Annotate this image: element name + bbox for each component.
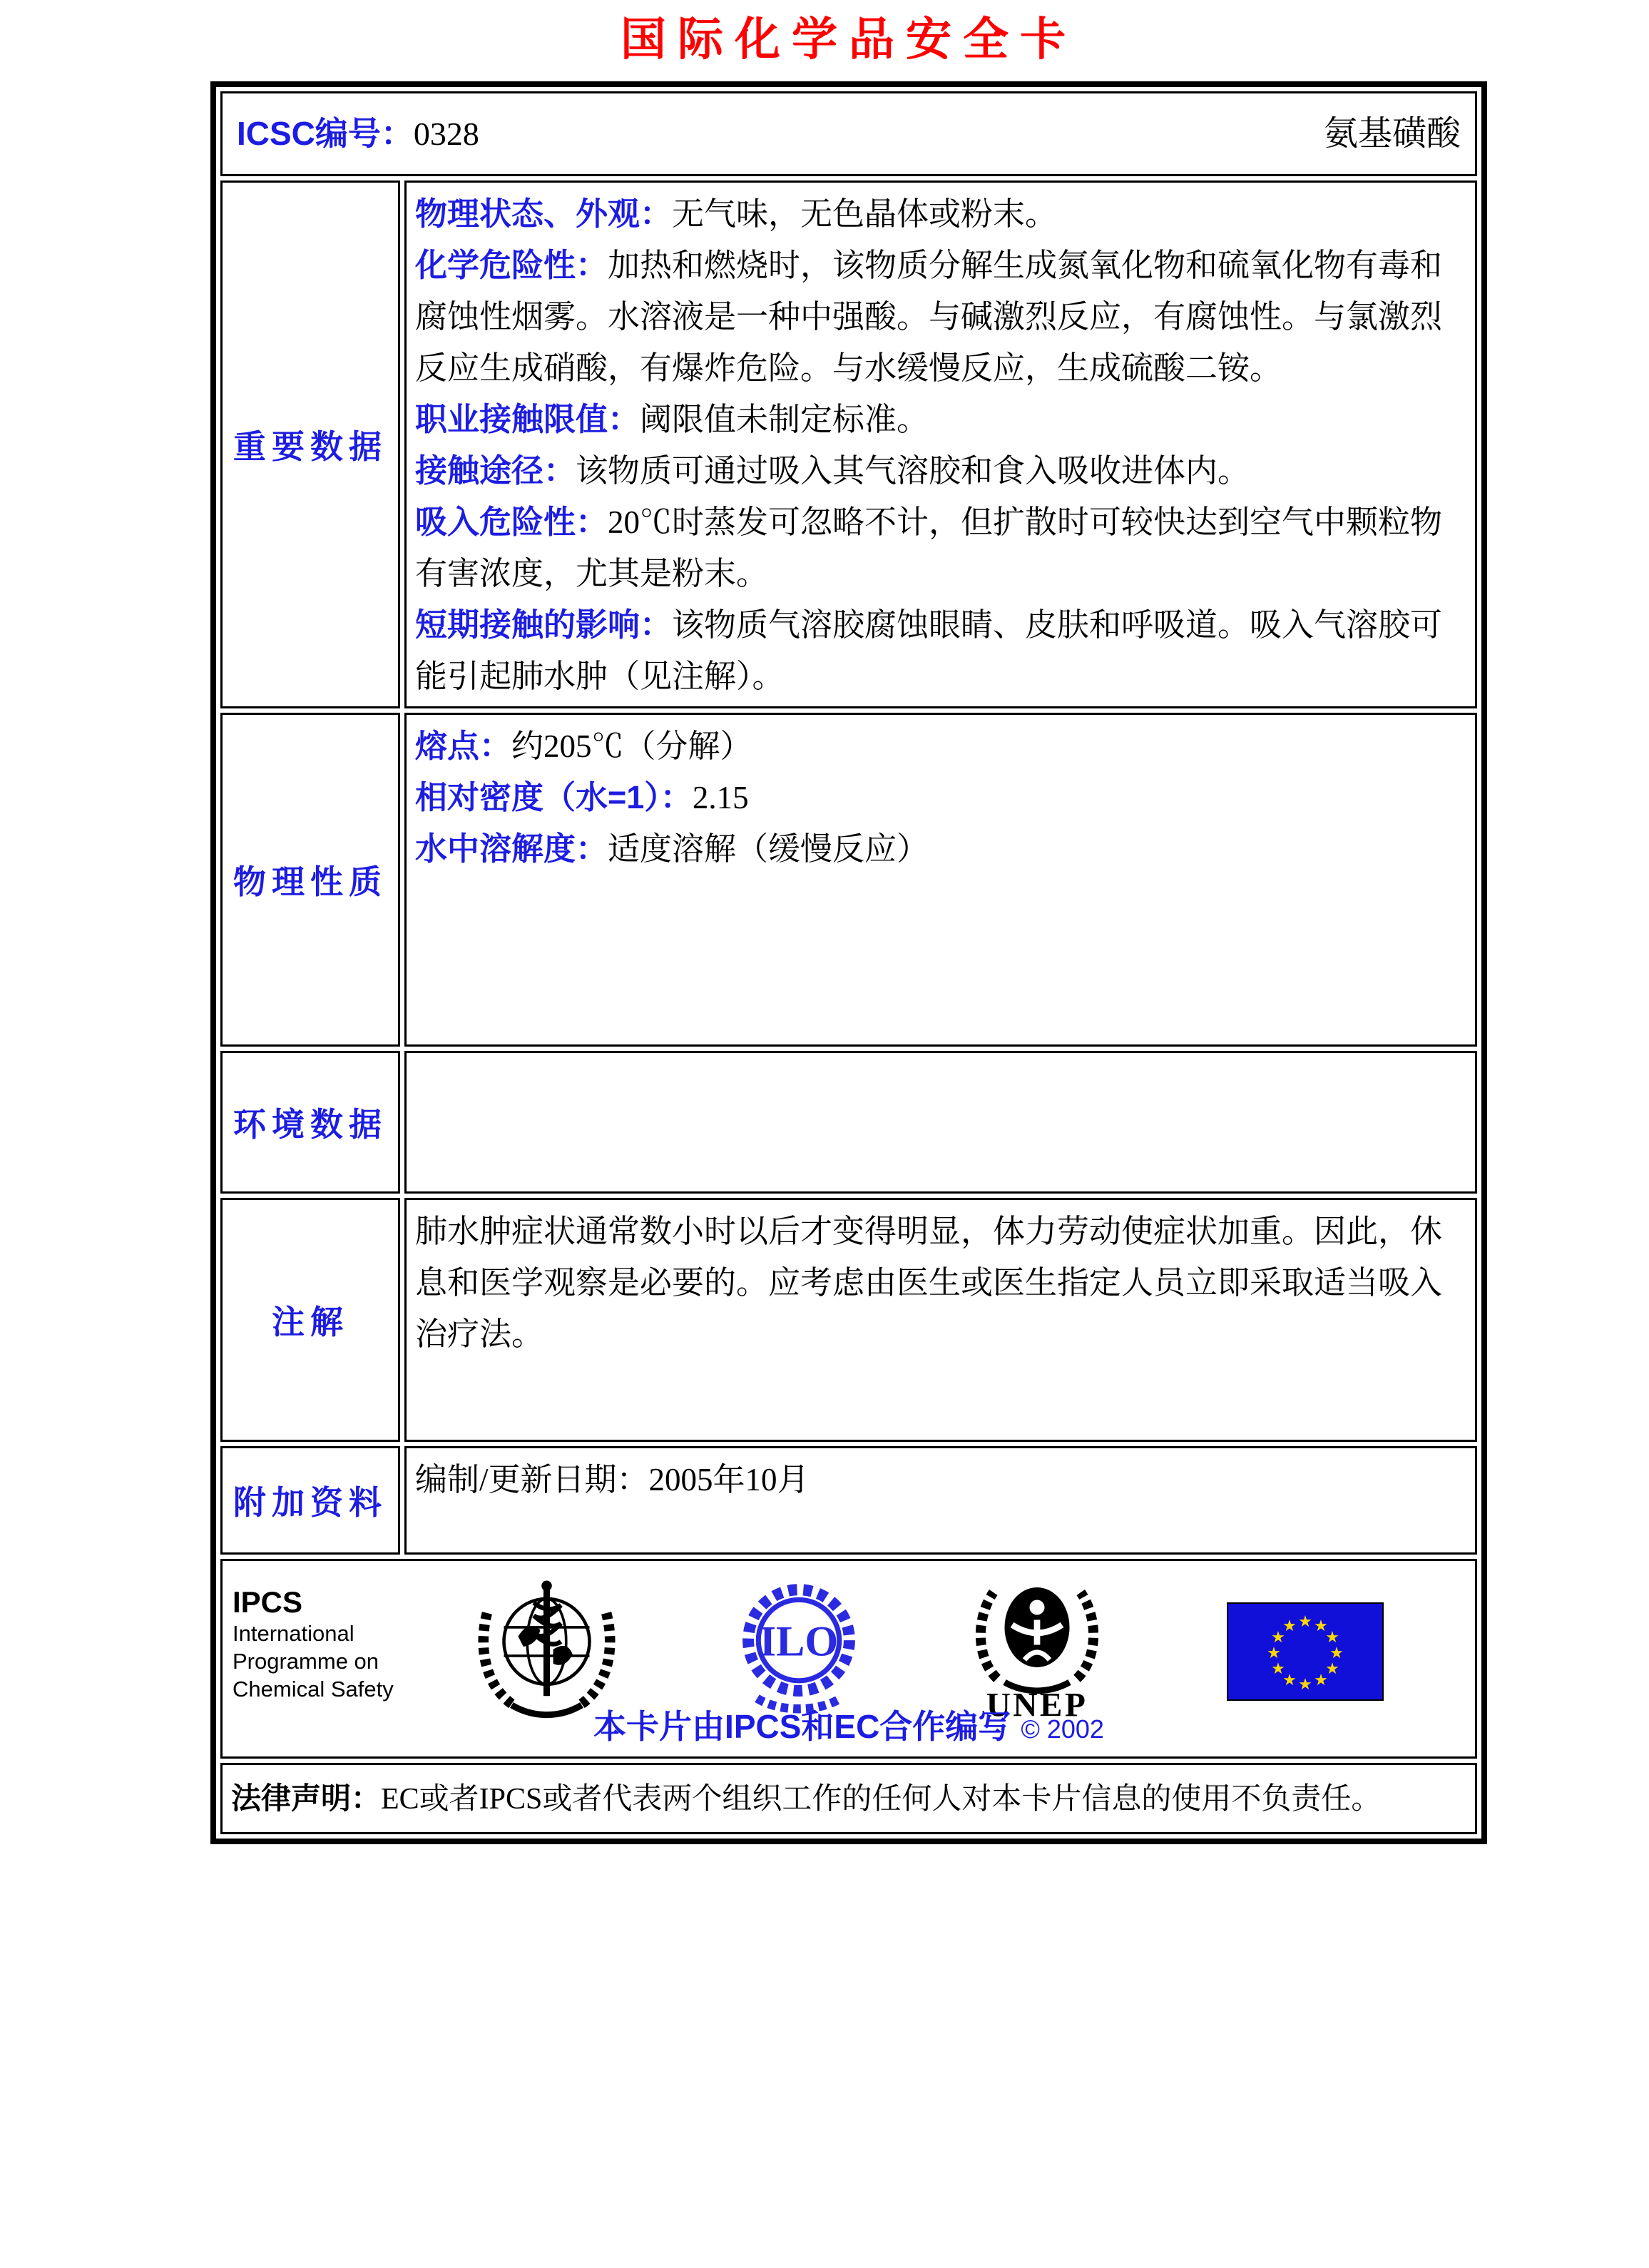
svg-text:★: ★	[1314, 1617, 1328, 1635]
item-label: 化学危险性：	[415, 247, 608, 283]
chemical-name: 氨基磺酸	[1323, 115, 1461, 153]
table-row	[220, 1198, 1477, 1442]
table-row	[220, 1763, 1477, 1834]
ipcs-text-block	[233, 1585, 394, 1703]
svg-text:★: ★	[1282, 1672, 1297, 1689]
section-content-physical	[404, 713, 1477, 1047]
svg-text:★: ★	[1298, 1676, 1312, 1694]
svg-text:★: ★	[1298, 1613, 1312, 1631]
svg-text:★: ★	[1271, 1629, 1285, 1647]
ipcs-line: International	[233, 1621, 354, 1646]
item-label: 吸入危险性：	[415, 504, 608, 540]
legal-label: 法律声明：	[231, 1781, 382, 1815]
important-item	[415, 240, 1465, 394]
item-label: 相对密度（水=1）：	[415, 779, 693, 815]
table-row	[220, 1051, 1477, 1194]
svg-text:★: ★	[1325, 1660, 1339, 1678]
table-row	[220, 180, 1477, 708]
item-text: 约205℃（分解）	[511, 728, 752, 764]
ipcs-line: Programme on	[233, 1649, 379, 1674]
important-item	[415, 188, 1465, 240]
svg-text:★: ★	[1314, 1672, 1328, 1689]
physical-item	[415, 772, 1465, 823]
svg-text:★: ★	[1267, 1644, 1281, 1662]
item-label: 短期接触的影响：	[415, 606, 673, 643]
svg-text:★: ★	[1325, 1629, 1339, 1647]
item-text: 阈限值未制定标准。	[640, 402, 929, 437]
item-text: 2.15	[692, 780, 749, 815]
section-content-notes	[404, 1198, 1477, 1442]
section-label-additional: 附加资料	[220, 1446, 400, 1555]
svg-text:★: ★	[1282, 1617, 1297, 1635]
unep-logo-text: UNEP	[986, 1687, 1088, 1722]
icsc-number-value: 0328	[413, 116, 479, 152]
header-row-cell	[220, 91, 1477, 176]
item-text: 20℃时蒸发可忽略不计，但扩散时可较快达到空气中颗粒物有害浓度，尤其是粉末。	[415, 504, 1443, 591]
item-label: 职业接触限值：	[415, 401, 640, 437]
caption-text: 本卡片由IPCS和EC合作编写	[593, 1708, 1011, 1745]
item-label: 水中溶解度：	[415, 830, 608, 867]
page-title: 国际化学品安全卡	[621, 14, 1077, 65]
svg-text:★: ★	[1271, 1660, 1285, 1678]
ilo-logo-text: ILO	[759, 1617, 839, 1666]
item-label: 熔点：	[415, 728, 512, 764]
icsc-card	[210, 81, 1487, 1844]
update-date-value: 2005年10月	[648, 1462, 810, 1497]
notes-text: 肺水肿症状通常数小时以后才变得明显，体力劳动使症状加重。因此，休息和医学观察是必要的。应考虑由医生或医生指定人员立即采取适当吸入治疗法。	[415, 1214, 1443, 1352]
important-item	[415, 394, 1465, 445]
important-item	[415, 599, 1465, 702]
icsc-table	[216, 87, 1481, 1839]
item-text: 加热和燃烧时，该物质分解生成氮氧化物和硫氧化物有毒和腐蚀性烟雾。水溶液是一种中强酸。与碱激烈反应，有腐蚀性。与氯激烈反应生成硝酸，有爆炸危险。与水缓慢反应，生成硫酸二铵。	[415, 248, 1443, 386]
section-content-additional	[404, 1446, 1477, 1555]
item-text: 该物质气溶胶腐蚀眼睛、皮肤和呼吸道。吸入气溶胶可能引起肺水肿（见注解）。	[415, 607, 1443, 694]
svg-text:★: ★	[1329, 1644, 1344, 1662]
important-item	[415, 445, 1465, 497]
update-date-label: 编制/更新日期：	[415, 1462, 649, 1497]
section-label-important: 重要数据	[220, 180, 400, 708]
legal-cell	[220, 1763, 1477, 1834]
table-row	[220, 91, 1477, 176]
section-content-environment	[404, 1051, 1477, 1194]
physical-item	[415, 823, 1465, 875]
eu-flag-icon	[1227, 1602, 1384, 1704]
item-label: 物理状态、外观：	[415, 195, 673, 232]
section-label-physical: 物理性质	[220, 713, 400, 1047]
item-label: 接触途径：	[415, 452, 576, 489]
update-date	[415, 1454, 1465, 1505]
item-text: 适度溶解（缓慢反应）	[608, 831, 929, 867]
footer-cell	[220, 1559, 1477, 1759]
ipcs-line: Chemical Safety	[233, 1677, 394, 1702]
table-row	[220, 1446, 1477, 1555]
icsc-number-group	[237, 105, 1016, 163]
item-text: 无气味，无色晶体或粉末。	[672, 196, 1058, 232]
copyright-text: © 2002	[1021, 1714, 1104, 1744]
section-label-notes: 注解	[220, 1198, 400, 1442]
ipcs-title: IPCS	[233, 1585, 303, 1619]
item-text: 该物质可通过吸入其气溶胶和食入吸收进体内。	[576, 453, 1250, 489]
important-item	[415, 497, 1465, 599]
legal-text: EC或者IPCS或者代表两个组织工作的任何人对本卡片信息的使用不负责任。	[381, 1782, 1382, 1816]
table-row	[220, 713, 1477, 1047]
physical-item	[415, 721, 1465, 772]
table-row	[220, 1559, 1477, 1759]
footer-caption	[223, 1701, 1475, 1748]
section-content-important	[404, 180, 1477, 708]
section-label-environment: 环境数据	[220, 1051, 400, 1194]
icsc-number-label: ICSC编号：	[237, 115, 414, 152]
